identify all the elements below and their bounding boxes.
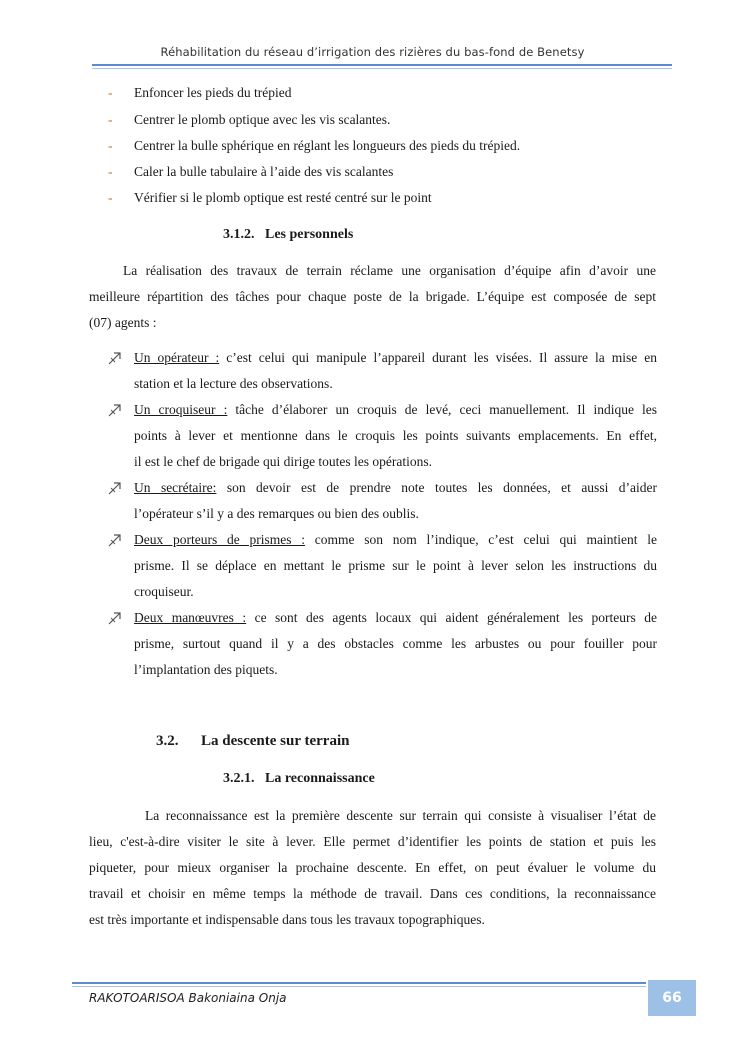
section-heading [223, 227, 353, 243]
section-title: La descente sur terrain [201, 733, 350, 749]
list-item: - Centrer la bulle sphérique en réglant les longueurs des pieds du trépied. [108, 136, 520, 156]
section-number: 3.2. [156, 733, 179, 749]
section-title: Les personnels [265, 227, 354, 242]
section-number: 3.2.1. [223, 771, 255, 786]
arrow-bullet-icon [108, 403, 122, 417]
section-heading [223, 771, 375, 787]
running-header: Réhabilitation du réseau d’irrigation des rizières du bas-fond de Benetsy [160, 45, 585, 59]
footer-rule-thin [72, 986, 646, 987]
arrow-bullet-icon [108, 611, 122, 625]
paragraph-personnels: La réalisation des travaux de terrain réclame une organisation d’équipe afin d’avoir une meilleure répartition des tâches pour chaque poste de la brigade. L’équipe est composée de sept (07) agents : [89, 263, 656, 330]
list-item: - Vérifier si le plomb optique est resté centré sur le point [108, 188, 432, 208]
arrow-bullet-icon [108, 533, 122, 547]
dash-bullet-icon: - [108, 85, 113, 100]
list-item: - Enfoncer les pieds du trépied [108, 83, 291, 103]
page-number: 66 [662, 990, 682, 1006]
dash-bullet-icon: - [108, 190, 113, 205]
section-heading-main [156, 733, 349, 750]
paragraph-reconnaissance: La reconnaissance est la première descente sur terrain qui consiste à visualiser l’état de lieu, c'est-à-dire visiter le site à lever. Elle permet d’identifier les points de station et puis les piqueter, pour mieux organiser la prochaine descente. En effet, on peut évaluer le volume du travail et choisir en même temps la méthode de travail. Dans ces conditions, la reconnaissance est très importante et indispensable dans tous les travaux topographiques. [89, 808, 656, 927]
arrow-bullet-icon [108, 481, 122, 495]
dash-bullet-icon: - [108, 138, 113, 153]
header-rule [92, 64, 672, 66]
dash-bullet-icon: - [108, 112, 113, 127]
list-item: - Caler la bulle tabulaire à l’aide des vis scalantes [108, 162, 393, 182]
header-rule-thin [92, 68, 672, 69]
section-number: 3.1.2. [223, 227, 255, 242]
page-number-badge [648, 980, 696, 1016]
footer-rule [72, 982, 646, 984]
section-title: La reconnaissance [265, 771, 375, 786]
footer-author: RAKOTOARISOA Bakoniaina Onja [89, 991, 287, 1005]
dash-bullet-icon: - [108, 164, 113, 179]
list-item: - Centrer le plomb optique avec les vis scalantes. [108, 110, 390, 130]
arrow-bullet-icon [108, 351, 122, 365]
